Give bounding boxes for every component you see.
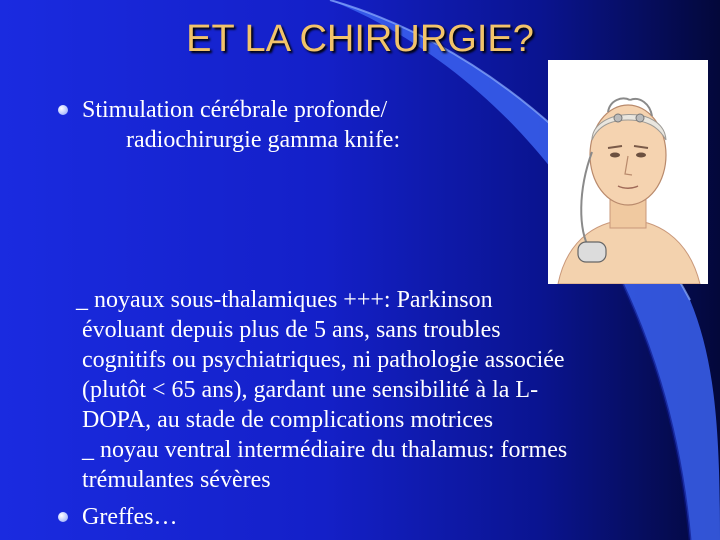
dbs-illustration bbox=[548, 60, 708, 284]
bullet-1-line-1: Stimulation cérébrale profonde/ bbox=[82, 97, 388, 123]
body-line-2: évoluant depuis plus de 5 ans, sans troubles bbox=[82, 317, 501, 343]
bullet-dot-icon bbox=[58, 105, 68, 115]
body-line-1: _ noyaux sous-thalamiques +++: Parkinson bbox=[76, 287, 493, 313]
bullet-2-label: Greffes… bbox=[82, 504, 178, 530]
bullet-1-line-2: radiochirurgie gamma knife: bbox=[126, 127, 401, 153]
patient-head-icon bbox=[548, 60, 708, 284]
body-line-3: cognitifs ou psychiatriques, ni pathologie associée bbox=[82, 347, 565, 373]
body-line-5: DOPA, au stade de complications motrices bbox=[82, 407, 494, 433]
slide-title: ET LA CHIRURGIE? bbox=[186, 18, 534, 60]
body-line-6: _ noyau ventral intermédiaire du thalamus: formes bbox=[82, 437, 568, 463]
body-line-7: trémulantes sévères bbox=[82, 467, 271, 493]
bullet-dot-icon bbox=[58, 512, 68, 522]
body-line-4: (plutôt < 65 ans), gardant une sensibilité à la L- bbox=[82, 377, 539, 403]
